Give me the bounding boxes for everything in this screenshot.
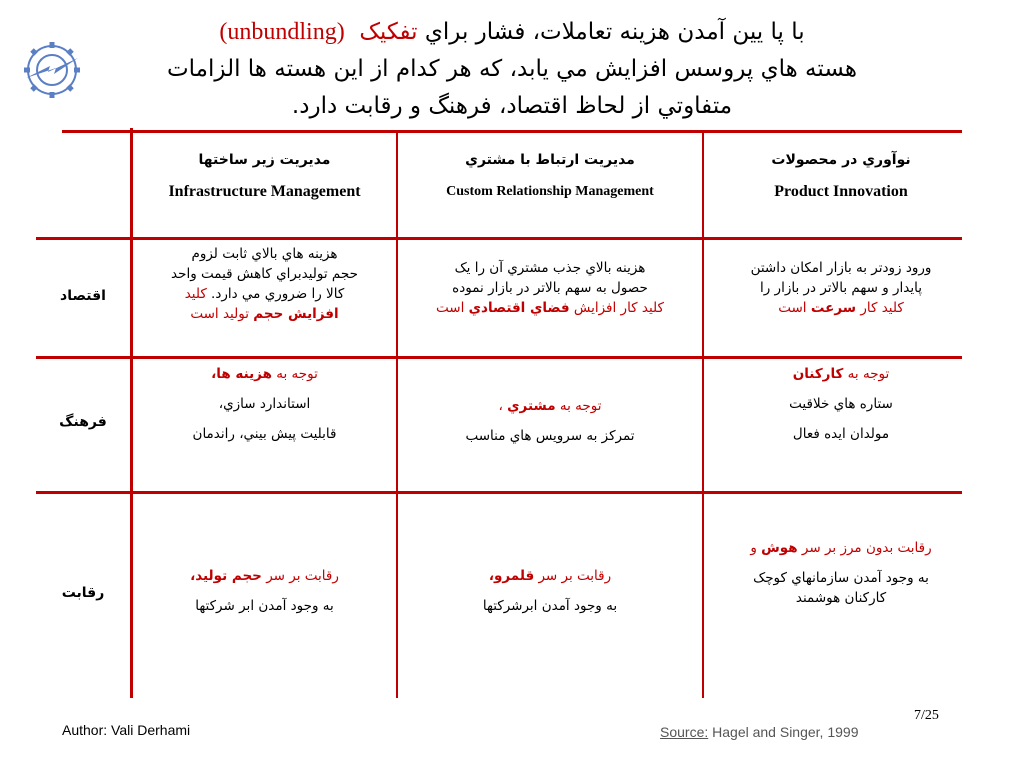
cell-competition-infrastructure: رقابت بر سر حجم توليد، به وجود آمدن ابر شرکتها (190, 568, 339, 614)
title-line-2: هسته هاي پروسس افزايش مي يابد، که هر کدام از اين هسته ها الزامات (167, 56, 857, 82)
column-header-fa: مديريت زير ساختها (198, 152, 331, 168)
divider-col-c (702, 133, 704, 698)
divider-top (62, 130, 962, 133)
column-header-infrastructure (133, 150, 396, 202)
cell-culture-infrastructure: توجه به هزينه ها، استاندارد سازي، قابليت پيش بيني، راندمان (192, 366, 337, 442)
cell-competition-customer: رقابت بر سر قلمرو، به وجود آمدن ابرشرکتها (482, 568, 618, 614)
column-header-en: Product Innovation (774, 183, 908, 200)
column-header-fa: مديريت ارتباط با مشتري (465, 152, 635, 168)
divider-header (36, 237, 962, 240)
row-label-competition: رقابت (61, 585, 105, 601)
source-citation (660, 724, 858, 740)
page-number: 7/25 (914, 708, 939, 723)
column-header-en: Infrastructure Management (168, 183, 361, 200)
slide-title (110, 14, 914, 125)
divider-row1 (36, 356, 962, 359)
title-highlight: تفکيک (359, 19, 418, 45)
title-line-1: با پا يين آمدن هزينه تعاملات، فشار براي تفکيک (unbundling) (219, 19, 805, 45)
column-header-en: Custom Relationship Management (446, 184, 654, 199)
column-header-fa: نوآوري در محصولات (771, 152, 911, 168)
cell-culture-product: توجه به کارکنان ستاره هاي خلاقيت مولدان ايده فعال (789, 366, 893, 442)
cell-competition-product: رقابت بدون مرز بر سر هوش و به وجود آمدن سازمانهاي کوچک کارکنان هوشمند (750, 540, 932, 606)
row-label-economy: اقتصاد (60, 288, 106, 304)
cell-economy-infrastructure: هزينه هاي بالاي ثابت لزوم حجم توليدبراي کاهش قيمت واحد کالا را ضروري مي دارد. کليد افزايش حجم توليد است (171, 246, 358, 322)
title-line-3: متفاوتي از لحاظ اقتصاد، فرهنگ و رقابت دارد. (291, 93, 733, 119)
author-credit: Author: Vali Derhami (62, 722, 191, 738)
cell-economy-customer: هزينه بالاي جذب مشتري آن را يک حصول به سهم بالاتر در بازار نموده کليد کار افزايش فضاي اقتصادي است (436, 260, 664, 316)
cell-culture-customer: توجه به مشتري ، تمرکز به سرويس هاي مناسب (465, 398, 635, 444)
source-text: Hagel and Singer, 1999 (708, 724, 859, 740)
row-label-culture: فرهنگ (59, 414, 107, 430)
source-label: Source: (660, 724, 709, 740)
divider-row2 (36, 491, 962, 494)
column-header-product-innovation (706, 150, 976, 202)
cell-economy-product: ورود زودتر به بازار امکان داشتن پايدار و سهم بالاتر در بازار را کليد کار سرعت است (750, 260, 932, 316)
column-header-customer-relationship (398, 150, 702, 202)
gear-lightning-logo-icon (16, 38, 88, 102)
title-english-term: (unbundling) (219, 19, 345, 45)
